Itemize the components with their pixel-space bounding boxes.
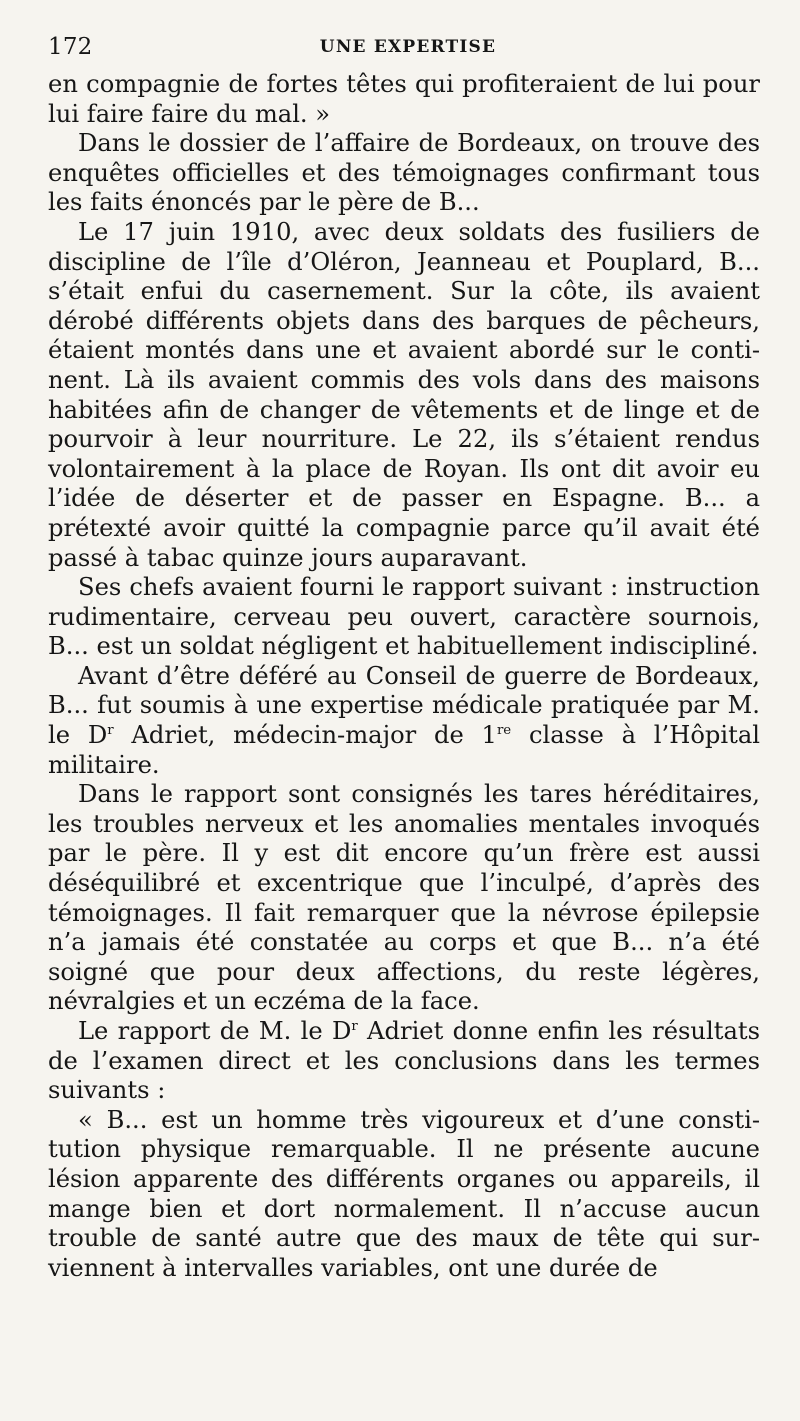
superscript-dr: r (107, 723, 114, 738)
paragraph-quotation: « B... est un homme très vigoureux et d’une constitution physique remarquable. Il ne présente aucune lésion apparente des différents organes ou appareils, il mange bien et dort normalement. Il n’accuse aucun trouble de santé autre que des maux de tête qui surviennent à intervalles variables, ont une durée de (48, 1105, 760, 1282)
paragraph-report-results (48, 1017, 760, 1106)
paragraph-desertion: Le 17 juin 1910, avec deux soldats des fusiliers de discipline de l’île d’Oléron, Jeanneau et Pouplard, B... s’était enfui du casernement. Sur la côte, ils avaient dérobé différents objets dans des barques de pêcheurs, étaient montés dans une et avaient abordé sur le continent. Là ils avaient commis des vols dans des maisons habitées afin de changer de vêtements et de linge et de pourvoir à leur nourriture. Le 22, ils s’étaient rendus volontairement à la place de Royan. Ils ont dit avoir eu l’idée de déserter et de passer en Espagne. B... a prétexté avoir quitté la compagnie parce qu’il avait été passé à tabac quinze jours auparavant. (48, 217, 760, 572)
paragraph-officers-report: Ses chefs avaient fourni le rapport suivant : instruction rudimentaire, cerveau peu ouvert, caractère sournois, B... est un soldat négligent et habituellement indiscipliné. (48, 573, 760, 661)
paragraph-medical-expertise (48, 662, 760, 780)
text-segment: Adriet donne enfin les résultats de l’examen direct et les conclusions dans les termes suivants : (48, 1017, 761, 1105)
page-number: 172 (48, 34, 93, 60)
text-segment: Le rapport de M. le D (78, 1017, 352, 1045)
running-title: UNE EXPERTISE (319, 37, 497, 57)
body-text (48, 70, 760, 1283)
text-segment: Avant d’être déféré au Conseil de guerre de Bordeaux, B... fut soumis à une expertise médicale pratiquée par M. le D (48, 661, 760, 750)
running-head (48, 30, 758, 70)
text-segment: Adriet, médecin-major de 1 (113, 721, 497, 750)
paragraph-continued: en compagnie de fortes têtes qui profiteraient de lui pour lui faire faire du mal. » (48, 70, 760, 128)
superscript-class: re (496, 723, 512, 738)
text-segment: classe à l’Hôpital militaire. (48, 721, 760, 779)
paragraph-hereditary: Dans le rapport sont consignés les tares héréditaires, les troubles nerveux et les anomalies mentales invoqués par le père. Il y est dit encore qu’un frère est aussi déséquilibré et excentrique que l’inculpé, d’après des témoignages. Il fait remarquer que la névrose épilepsie n’a jamais été constatée au corps et que B... n’a été soigné que pour deux affections, du reste légères, névralgies et un eczéma de la face. (48, 780, 760, 1016)
paragraph-dossier: Dans le dossier de l’affaire de Bordeaux, on trouve des enquêtes officielles et des témoignages confirmant tous les faits énoncés par le père de B... (48, 129, 760, 217)
superscript-dr: r (351, 1018, 358, 1034)
